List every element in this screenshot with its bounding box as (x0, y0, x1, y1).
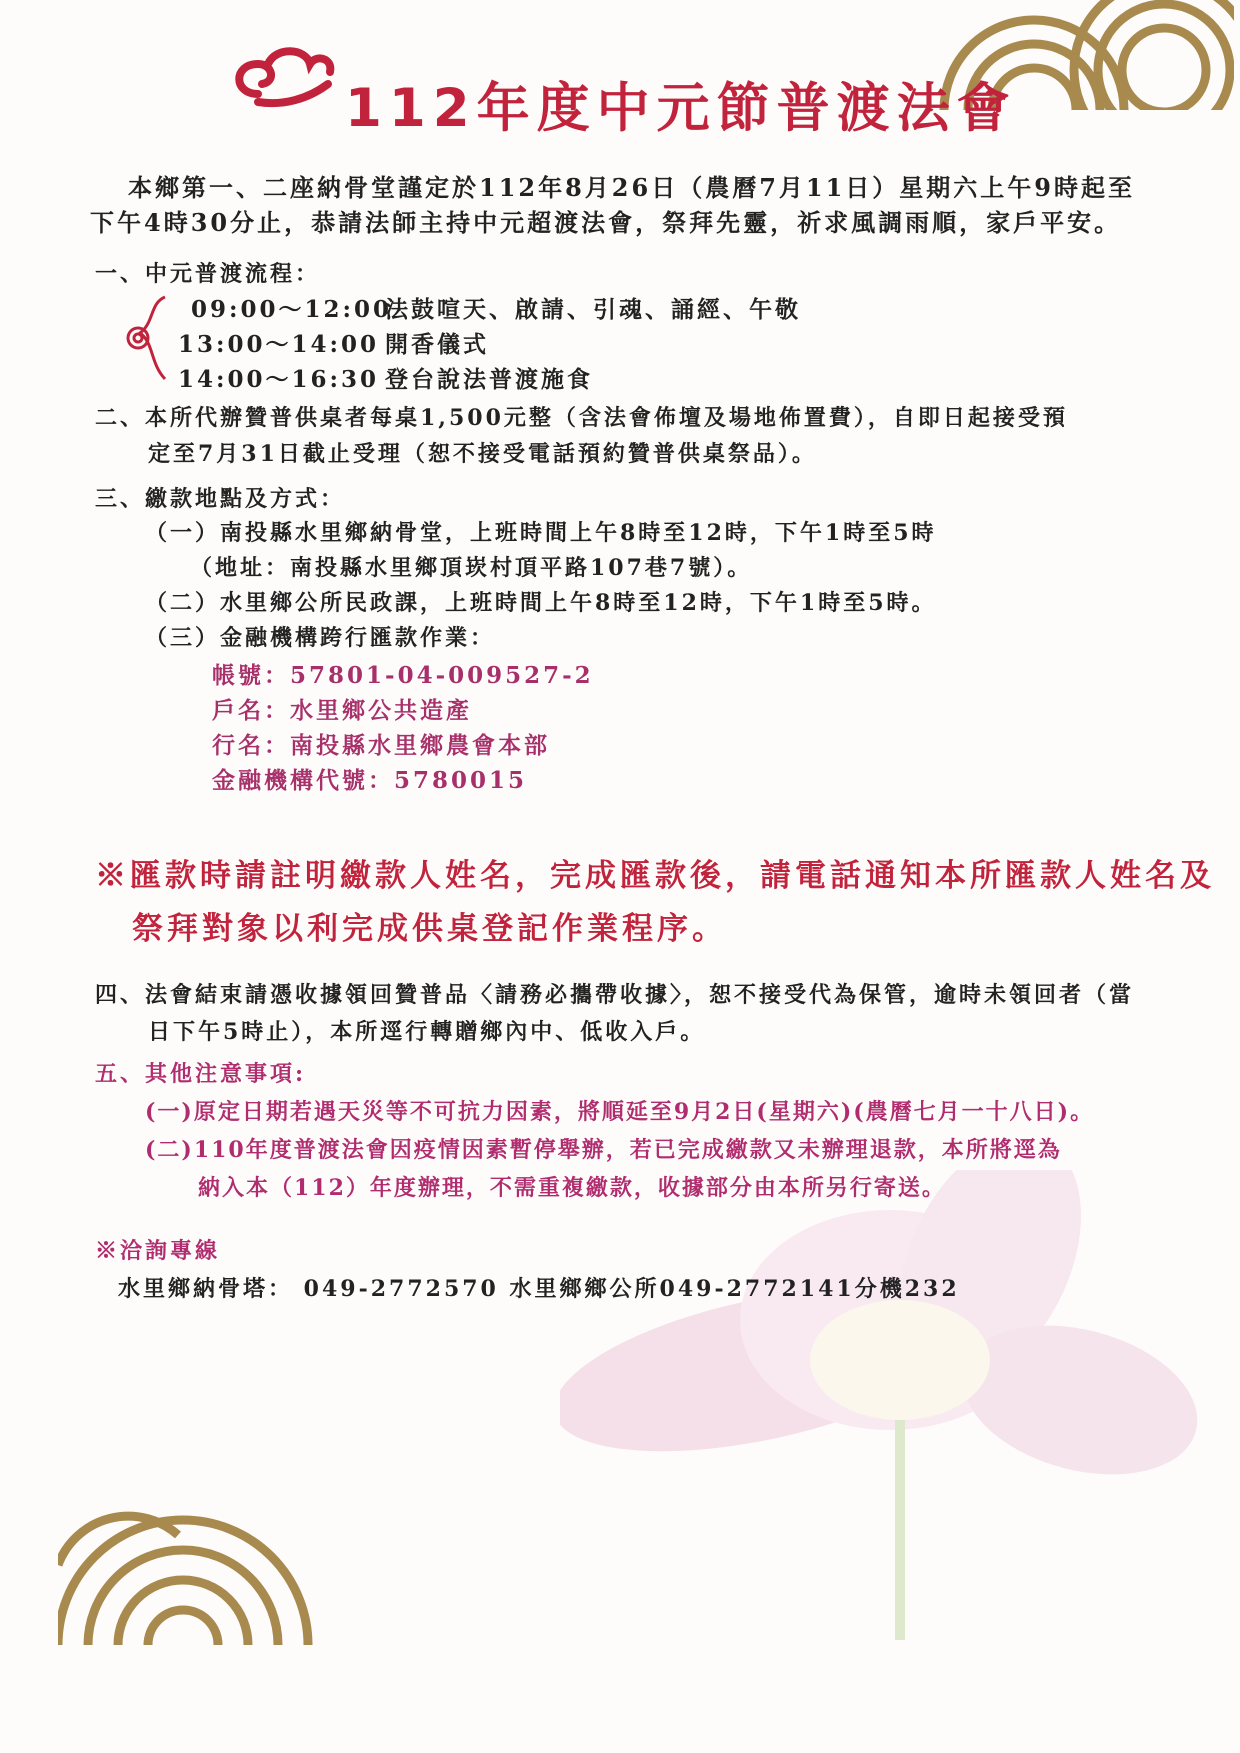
schedule-time-2: 13:00～14:00 (178, 331, 380, 358)
section-2-line-1: 二、本所代辦贊普供桌者每桌1,500元整（含法會佈壇及場地佈置費），自即日起接受預 (95, 405, 1068, 431)
auspicious-cloud-icon (228, 44, 338, 114)
intro-line-1: 本鄉第一、二座納骨堂謹定於112年8月26日（農曆7月11日）星期六上午9時起至 (128, 173, 1135, 202)
payment-location-1: （一）南投縣水里鄉納骨堂，上班時間上午8時至12時，下午1時至5時 (145, 520, 937, 546)
bank-name: 行名：南投縣水里鄉農會本部 (212, 732, 550, 759)
payment-location-2: （二）水里鄉公所民政課，上班時間上午8時至12時，下午1時至5時。 (145, 590, 937, 616)
contact-heading: ※洽詢專線 (95, 1238, 221, 1264)
lotus-flower-image (560, 1170, 1200, 1640)
payment-address: （地址：南投縣水里鄉頂崁村頂平路107巷7號）。 (190, 555, 753, 581)
section-3-heading: 三、繳款地點及方式： (95, 486, 346, 512)
notice-item-2-line-1: (二)110年度普渡法會因疫情因素暫停舉辦，若已完成繳款又未辦理退款，本所將逕為 (145, 1137, 1062, 1163)
bank-account-number: 帳號：57801-04-009527-2 (212, 662, 594, 689)
notice-item-1: (一)原定日期若遇天災等不可抗力因素，將順延至9月2日(星期六)(農曆七月一十八日)。 (145, 1099, 1095, 1125)
section-4-line-1: 四、法會結束請憑收據領回贊普品〈請務必攜帶收據〉，恕不接受代為保管，逾時未領回者（當 (95, 982, 1135, 1008)
remittance-notice-line-1: ※匯款時請註明繳款人姓名，完成匯款後，請電話通知本所匯款人姓名及 (95, 858, 1215, 894)
schedule-event-2: 開香儀式 (385, 331, 489, 358)
contact-phone-line: 水里鄉納骨塔： 049-2772570 水里鄉鄉公所049-2772141分機232 (118, 1276, 960, 1302)
schedule-event-1: 法鼓喧天、啟請、引魂、誦經、午敬 (385, 296, 801, 323)
schedule-time-1: 09:00～12:00 (191, 296, 393, 323)
section-2-line-2: 定至7月31日截止受理（恕不接受電話預約贊普供桌祭品）。 (148, 441, 817, 467)
remittance-notice-line-2: 祭拜對象以利完成供桌登記作業程序。 (132, 911, 727, 947)
schedule-time-3: 14:00～16:30 (178, 366, 380, 393)
ornamental-brace-icon (120, 293, 170, 383)
intro-line-2: 下午4時30分止，恭請法師主持中元超渡法會，祭拜先靈，祈求風調雨順，家戶平安。 (90, 208, 1122, 237)
schedule-event-3: 登台說法普渡施食 (385, 366, 593, 393)
bank-account-holder: 戶名：水里鄉公共造產 (212, 697, 472, 724)
notice-item-2-line-2: 納入本（112）年度辦理，不需重複繳款，收據部分由本所另行寄送。 (198, 1175, 946, 1201)
payment-method-3: （三）金融機構跨行匯款作業： (145, 625, 496, 651)
page-title: 112年度中元節普渡法會 (345, 78, 1017, 139)
section-5-heading: 五、其他注意事項: (95, 1061, 307, 1087)
section-4-line-2: 日下午5時止），本所逕行轉贈鄉內中、低收入戶。 (148, 1019, 706, 1045)
wave-pattern-bottom-icon (58, 1505, 358, 1645)
section-1-heading: 一、中元普渡流程： (95, 261, 321, 287)
bank-code: 金融機構代號：5780015 (212, 767, 528, 794)
